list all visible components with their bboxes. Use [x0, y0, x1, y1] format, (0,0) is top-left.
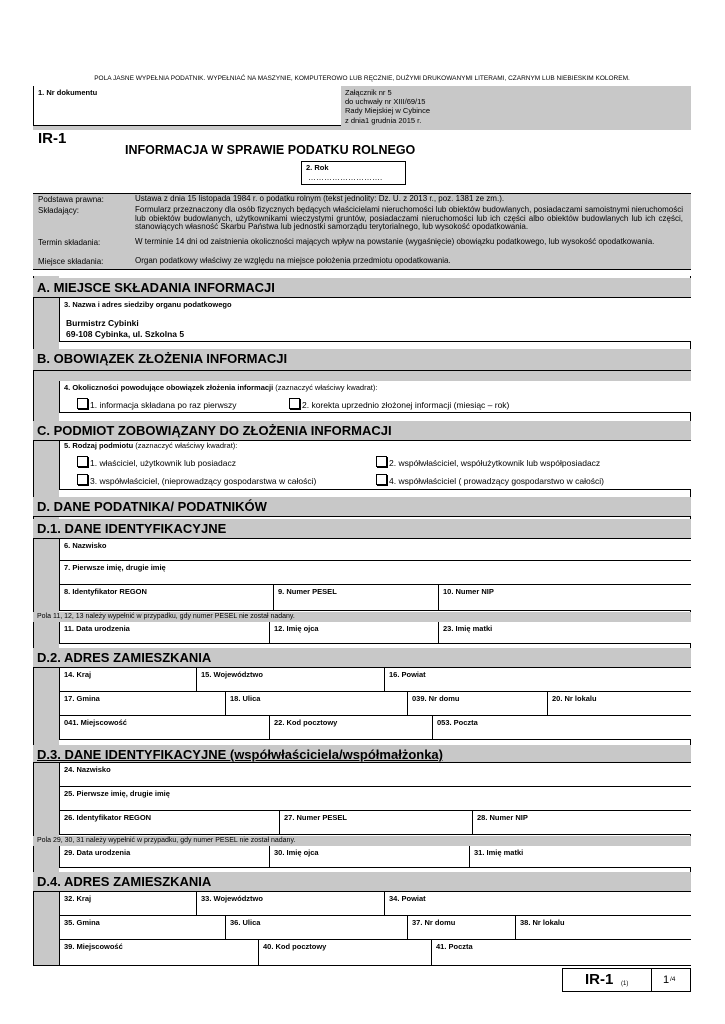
section-d1-title: D.1. DANE IDENTYFIKACYJNE — [37, 521, 227, 536]
option-co-owner-not-running-label: 3. współwłaściciel, (nieprowadzący gospodarstwa w całości) — [90, 476, 317, 486]
mother-name-field[interactable] — [438, 622, 691, 644]
house-number-field[interactable] — [407, 692, 547, 716]
deadline-text: W terminie 14 dni od zaistnienia okoliczności mających wpływ na powstanie (wygaśnięcie) obowiązku podatkowego, lub wysokość opodatkowania. — [135, 238, 655, 246]
municipality-field[interactable] — [59, 692, 225, 716]
co-country-field[interactable] — [59, 892, 196, 916]
first-names-label: 7. Pierwsze imię, drugie imię — [64, 563, 166, 572]
co-country-label: 32. Kraj — [64, 894, 92, 903]
regon-field[interactable] — [59, 585, 273, 611]
section-d4-title: D.4. ADRES ZAMIESZKANIA — [37, 874, 212, 889]
option-first-submission-label: 1. informacja składana po raz pierwszy — [90, 400, 237, 410]
option-co-owner-label: 2. współwłaściciel, współużytkownik lub współposiadacz — [389, 458, 601, 468]
post-office-label: 053. Poczta — [437, 718, 478, 727]
option-co-owner-running[interactable] — [376, 474, 604, 486]
attachment-line: Załącznik nr 5 — [345, 88, 392, 97]
nip-field[interactable] — [438, 585, 691, 611]
circumstances-label-text: 4. Okoliczności powodujące obowiązek złożenia informacji — [64, 383, 274, 392]
section-b-header — [33, 349, 691, 371]
co-county-field[interactable] — [384, 892, 691, 916]
co-first-names-label: 25. Pierwsze imię, drugie imię — [64, 789, 170, 798]
co-street-field[interactable] — [225, 916, 407, 940]
co-post-office-field[interactable] — [431, 940, 691, 966]
entity-type-label — [64, 441, 237, 450]
page-number: 1 — [663, 974, 670, 986]
footer-form-variant: (1) — [621, 981, 629, 987]
section-b-spacer — [59, 371, 691, 381]
co-street-label: 36. Ulica — [230, 918, 261, 927]
co-pesel-label: 27. Numer PESEL — [284, 813, 347, 822]
section-b-title: B. OBOWIĄZEK ZŁOŻENIA INFORMACJI — [37, 351, 288, 366]
co-locality-field[interactable] — [59, 940, 258, 966]
tax-office-field[interactable] — [59, 298, 691, 342]
co-municipality-field[interactable] — [59, 916, 225, 940]
house-number-label: 039. Nr domu — [412, 694, 460, 703]
nip-label: 10. Numer NIP — [443, 587, 494, 596]
option-correction-label: 2. korekta uprzednio złożonej informacji (miesiąc – rok) — [302, 400, 510, 410]
doc-number-label: 1. Nr dokumentu — [38, 88, 98, 97]
checkbox-icon[interactable] — [376, 456, 387, 467]
circumstances-label — [64, 383, 377, 392]
footer-form-code: IR-1 — [585, 971, 614, 988]
apartment-number-field[interactable] — [547, 692, 691, 716]
checkbox-icon[interactable] — [77, 456, 88, 467]
checkbox-icon[interactable] — [289, 398, 300, 409]
co-regon-field[interactable] — [59, 811, 279, 835]
locality-label: 041. Miejscowość — [64, 718, 127, 727]
attachment-line: Rady Miejskiej w Cybince — [345, 106, 431, 116]
surname-field[interactable] — [59, 539, 691, 561]
mother-name-label: 23. Imię matki — [443, 624, 493, 633]
pesel-field[interactable] — [273, 585, 438, 611]
co-nip-label: 28. Numer NIP — [477, 813, 528, 822]
county-label: 16. Powiat — [389, 670, 426, 679]
municipality-label: 17. Gmina — [64, 694, 100, 703]
postal-code-field[interactable] — [269, 716, 432, 740]
voivodeship-field[interactable] — [196, 668, 384, 692]
co-first-names-field[interactable] — [59, 787, 691, 811]
co-pesel-note: Pola 29, 30, 31 należy wypełnić w przypadku, gdy numer PESEL nie został nadany. — [37, 837, 296, 844]
footer-box — [562, 968, 691, 992]
regon-label: 8. Identyfikator REGON — [64, 587, 147, 596]
co-post-office-label: 41. Poczta — [436, 942, 473, 951]
section-d-header — [33, 497, 691, 517]
co-mother-name-label: 31. Imię matki — [474, 848, 524, 857]
attachment-note — [345, 88, 430, 125]
co-mother-name-field[interactable] — [469, 846, 691, 868]
legal-basis-text: Ustawa z dnia 15 listopada 1984 r. o podatku rolnym (tekst jednolity: Dz. U. z 2013 r., poz. 1381 ze zm.). — [135, 194, 505, 203]
country-label: 14. Kraj — [64, 670, 92, 679]
street-field[interactable] — [225, 692, 407, 716]
submitter-label: Składający: — [38, 206, 79, 215]
father-name-label: 12. Imię ojca — [274, 624, 319, 633]
section-d-title: D. DANE PODATNIKA/ PODATNIKÓW — [37, 499, 267, 514]
birth-date-field[interactable] — [59, 622, 269, 644]
option-co-owner[interactable] — [376, 456, 600, 468]
legal-basis-label: Podstawa prawna: — [38, 195, 104, 204]
co-postal-code-field[interactable] — [258, 940, 431, 966]
form-title: INFORMACJA W SPRAWIE PODATKU ROLNEGO — [125, 143, 416, 157]
co-voivodeship-field[interactable] — [196, 892, 384, 916]
father-name-field[interactable] — [269, 622, 438, 644]
checkbox-icon[interactable] — [77, 474, 88, 485]
section-d3-header — [33, 745, 691, 763]
co-nip-field[interactable] — [472, 811, 691, 835]
co-father-name-label: 30. Imię ojca — [274, 848, 319, 857]
option-owner[interactable] — [77, 456, 236, 468]
voivodeship-label: 15. Województwo — [201, 670, 263, 679]
entity-type-label-text: 5. Rodzaj podmiotu — [64, 441, 134, 450]
section-d1-header — [33, 519, 691, 539]
year-dots: ………………………. — [308, 173, 383, 182]
form-code: IR-1 — [38, 130, 67, 147]
section-d4-header — [33, 872, 691, 892]
year-label: 2. Rok — [306, 163, 329, 172]
section-d2-title: D.2. ADRES ZAMIESZKANIA — [37, 650, 212, 665]
co-house-number-label: 37. Nr domu — [412, 918, 456, 927]
place-label: Miejsce składania: — [38, 257, 104, 266]
tax-office-address: 69-108 Cybinka, ul. Szkolna 5 — [66, 329, 185, 339]
place-text: Organ podatkowy właściwy ze względu na miejsce położenia przedmiotu opodatkowania. — [135, 256, 451, 265]
page-total: /4 — [670, 976, 676, 983]
doc-number-field[interactable] — [33, 86, 341, 126]
entity-type-hint: (zaznaczyć właściwy kwadrat): — [133, 441, 238, 450]
section-a-header — [33, 278, 691, 298]
co-municipality-label: 35. Gmina — [64, 918, 100, 927]
co-surname-field[interactable] — [59, 763, 691, 787]
option-co-owner-not-running[interactable] — [77, 474, 316, 486]
co-birth-date-field[interactable] — [59, 846, 269, 868]
section-d3-title: D.3. DANE IDENTYFIKACYJNE (współwłaściciela/współmałżonka) — [37, 747, 443, 762]
co-surname-label: 24. Nazwisko — [64, 765, 111, 774]
option-correction[interactable] — [289, 398, 509, 410]
option-co-owner-running-label: 4. współwłaściciel ( prowadzący gospodarstwo w całości) — [389, 476, 604, 486]
street-label: 18. Ulica — [230, 694, 261, 703]
co-father-name-field[interactable] — [269, 846, 469, 868]
co-house-number-field[interactable] — [407, 916, 515, 940]
tax-office-label: 3. Nazwa i adres siedziby organu podatkowego — [64, 300, 232, 309]
first-names-field[interactable] — [59, 561, 691, 585]
submitter-text: Formularz przeznaczony dla osób fizycznych będących właścicielami nieruchomości lub obiektów budowlanych, posiadaczami samoistnymi nieruchomości lub obiektów budowlanych, użytkownikami wieczystymi gruntów, posiadaczami nieruchomości lub ich części albo obiektów budowlanych lub ich części, stanowiących własność Skarbu Państwa lub jednostki samorządu terytorialnego, lub wysokość opodatkowania. — [135, 206, 683, 232]
section-c-title: C. PODMIOT ZOBOWIĄZANY DO ZŁOŻENIA INFORMACJI — [37, 423, 392, 438]
section-a-title: A. MIEJSCE SKŁADANIA INFORMACJI — [37, 280, 275, 295]
co-apartment-number-field[interactable] — [515, 916, 691, 940]
pesel-label: 9. Numer PESEL — [278, 587, 337, 596]
co-voivodeship-label: 33. Województwo — [201, 894, 263, 903]
locality-field[interactable] — [59, 716, 269, 740]
co-locality-label: 39. Miejscowość — [64, 942, 123, 951]
co-postal-code-label: 40. Kod pocztowy — [263, 942, 327, 951]
co-birth-date-label: 29. Data urodzenia — [64, 848, 131, 857]
surname-label: 6. Nazwisko — [64, 541, 107, 550]
attachment-line: do uchwały nr XIII/69/15 — [345, 97, 426, 107]
pesel-note: Pola 11, 12, 13 należy wypełnić w przypadku, gdy numer PESEL nie został nadany. — [37, 613, 295, 620]
footer-divider — [651, 969, 652, 991]
section-c-header — [33, 421, 691, 441]
circumstances-hint: (zaznaczyć właściwy kwadrat): — [273, 383, 378, 392]
option-owner-label: 1. właściciel, użytkownik lub posiadacz — [90, 458, 236, 468]
fill-instruction: POLA JASNE WYPEŁNIA PODATNIK. WYPEŁNIAĆ NA MASZYNIE, KOMPUTEROWO LUB RĘCZNIE, DUŻYMI DRUKOWANYMI LITERAMI, CZARNYM LUB NIEBIESKIM KOLOREM. — [94, 75, 630, 82]
co-apartment-number-label: 38. Nr lokalu — [520, 918, 565, 927]
co-county-label: 34. Powiat — [389, 894, 426, 903]
option-first-submission[interactable] — [77, 398, 236, 410]
co-regon-label: 26. Identyfikator REGON — [64, 813, 152, 822]
checkbox-icon[interactable] — [376, 474, 387, 485]
apartment-number-label: 20. Nr lokalu — [552, 694, 597, 703]
birth-date-label: 11. Data urodzenia — [64, 624, 130, 633]
section-d2-header — [33, 648, 691, 668]
post-office-field[interactable] — [432, 716, 691, 740]
co-pesel-field[interactable] — [279, 811, 472, 835]
year-field[interactable] — [301, 161, 406, 185]
deadline-label: Termin składania: — [38, 238, 101, 247]
country-field[interactable] — [59, 668, 196, 692]
county-field[interactable] — [384, 668, 691, 692]
attachment-line: z dnia1 grudnia 2015 r. — [345, 115, 422, 125]
postal-code-label: 22. Kod pocztowy — [274, 718, 338, 727]
tax-office-name: Burmistrz Cybinki — [66, 318, 139, 328]
checkbox-icon[interactable] — [77, 398, 88, 409]
